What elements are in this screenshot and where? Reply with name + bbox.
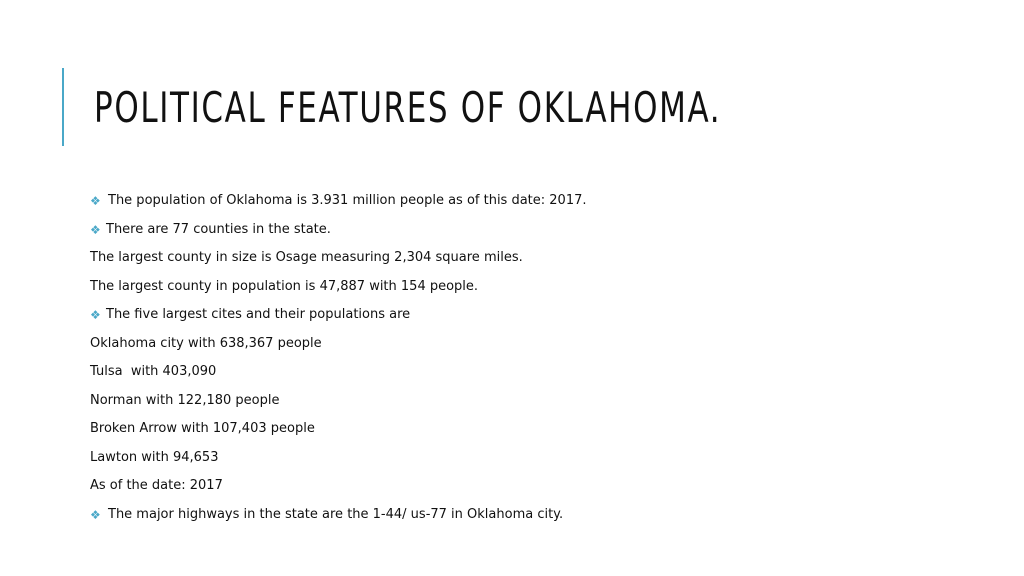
line-text: The largest county in size is Osage measuring 2,304 square miles. bbox=[90, 250, 523, 265]
bullet-line-counties bbox=[90, 219, 970, 248]
line-text: Tulsa with 403,090 bbox=[90, 364, 217, 379]
line-city-tulsa bbox=[90, 361, 970, 390]
line-city-broken-arrow bbox=[90, 418, 970, 447]
line-largest-county-population bbox=[90, 276, 970, 305]
diamond-bullet-icon: ❖ bbox=[90, 308, 101, 322]
title-accent-bar bbox=[62, 68, 64, 146]
line-text: The major highways in the state are the 1-44/ us-77 in Oklahoma city. bbox=[108, 506, 564, 522]
slide-body bbox=[90, 190, 970, 532]
line-text: As of the date: 2017 bbox=[90, 478, 223, 493]
diamond-bullet-icon: ❖ bbox=[90, 194, 101, 208]
line-text: Lawton with 94,653 bbox=[90, 449, 219, 465]
line-text: Broken Arrow with 107,403 people bbox=[90, 421, 315, 436]
line-text: There are 77 counties in the state. bbox=[106, 221, 331, 237]
line-as-of-date bbox=[90, 475, 970, 504]
diamond-bullet-icon: ❖ bbox=[90, 222, 101, 237]
line-text: The largest county in population is 47,887 with 154 people. bbox=[90, 278, 479, 294]
line-largest-county-size bbox=[90, 247, 970, 276]
bullet-line-highways bbox=[90, 504, 970, 533]
line-text: Oklahoma city with 638,367 people bbox=[90, 335, 322, 351]
slide-title: POLITICAL FEATURES OF OKLAHOMA. bbox=[94, 83, 722, 132]
bullet-line-population bbox=[90, 190, 970, 219]
line-text: The five largest cites and their populations are bbox=[106, 307, 411, 322]
bullet-line-largest-cities bbox=[90, 304, 970, 333]
diamond-bullet-icon: ❖ bbox=[90, 507, 101, 522]
line-text: The population of Oklahoma is 3.931 million people as of this date: 2017. bbox=[108, 193, 587, 208]
line-city-norman bbox=[90, 390, 970, 419]
line-city-oklahoma-city bbox=[90, 333, 970, 362]
line-text: Norman with 122,180 people bbox=[90, 392, 280, 408]
line-city-lawton bbox=[90, 447, 970, 476]
